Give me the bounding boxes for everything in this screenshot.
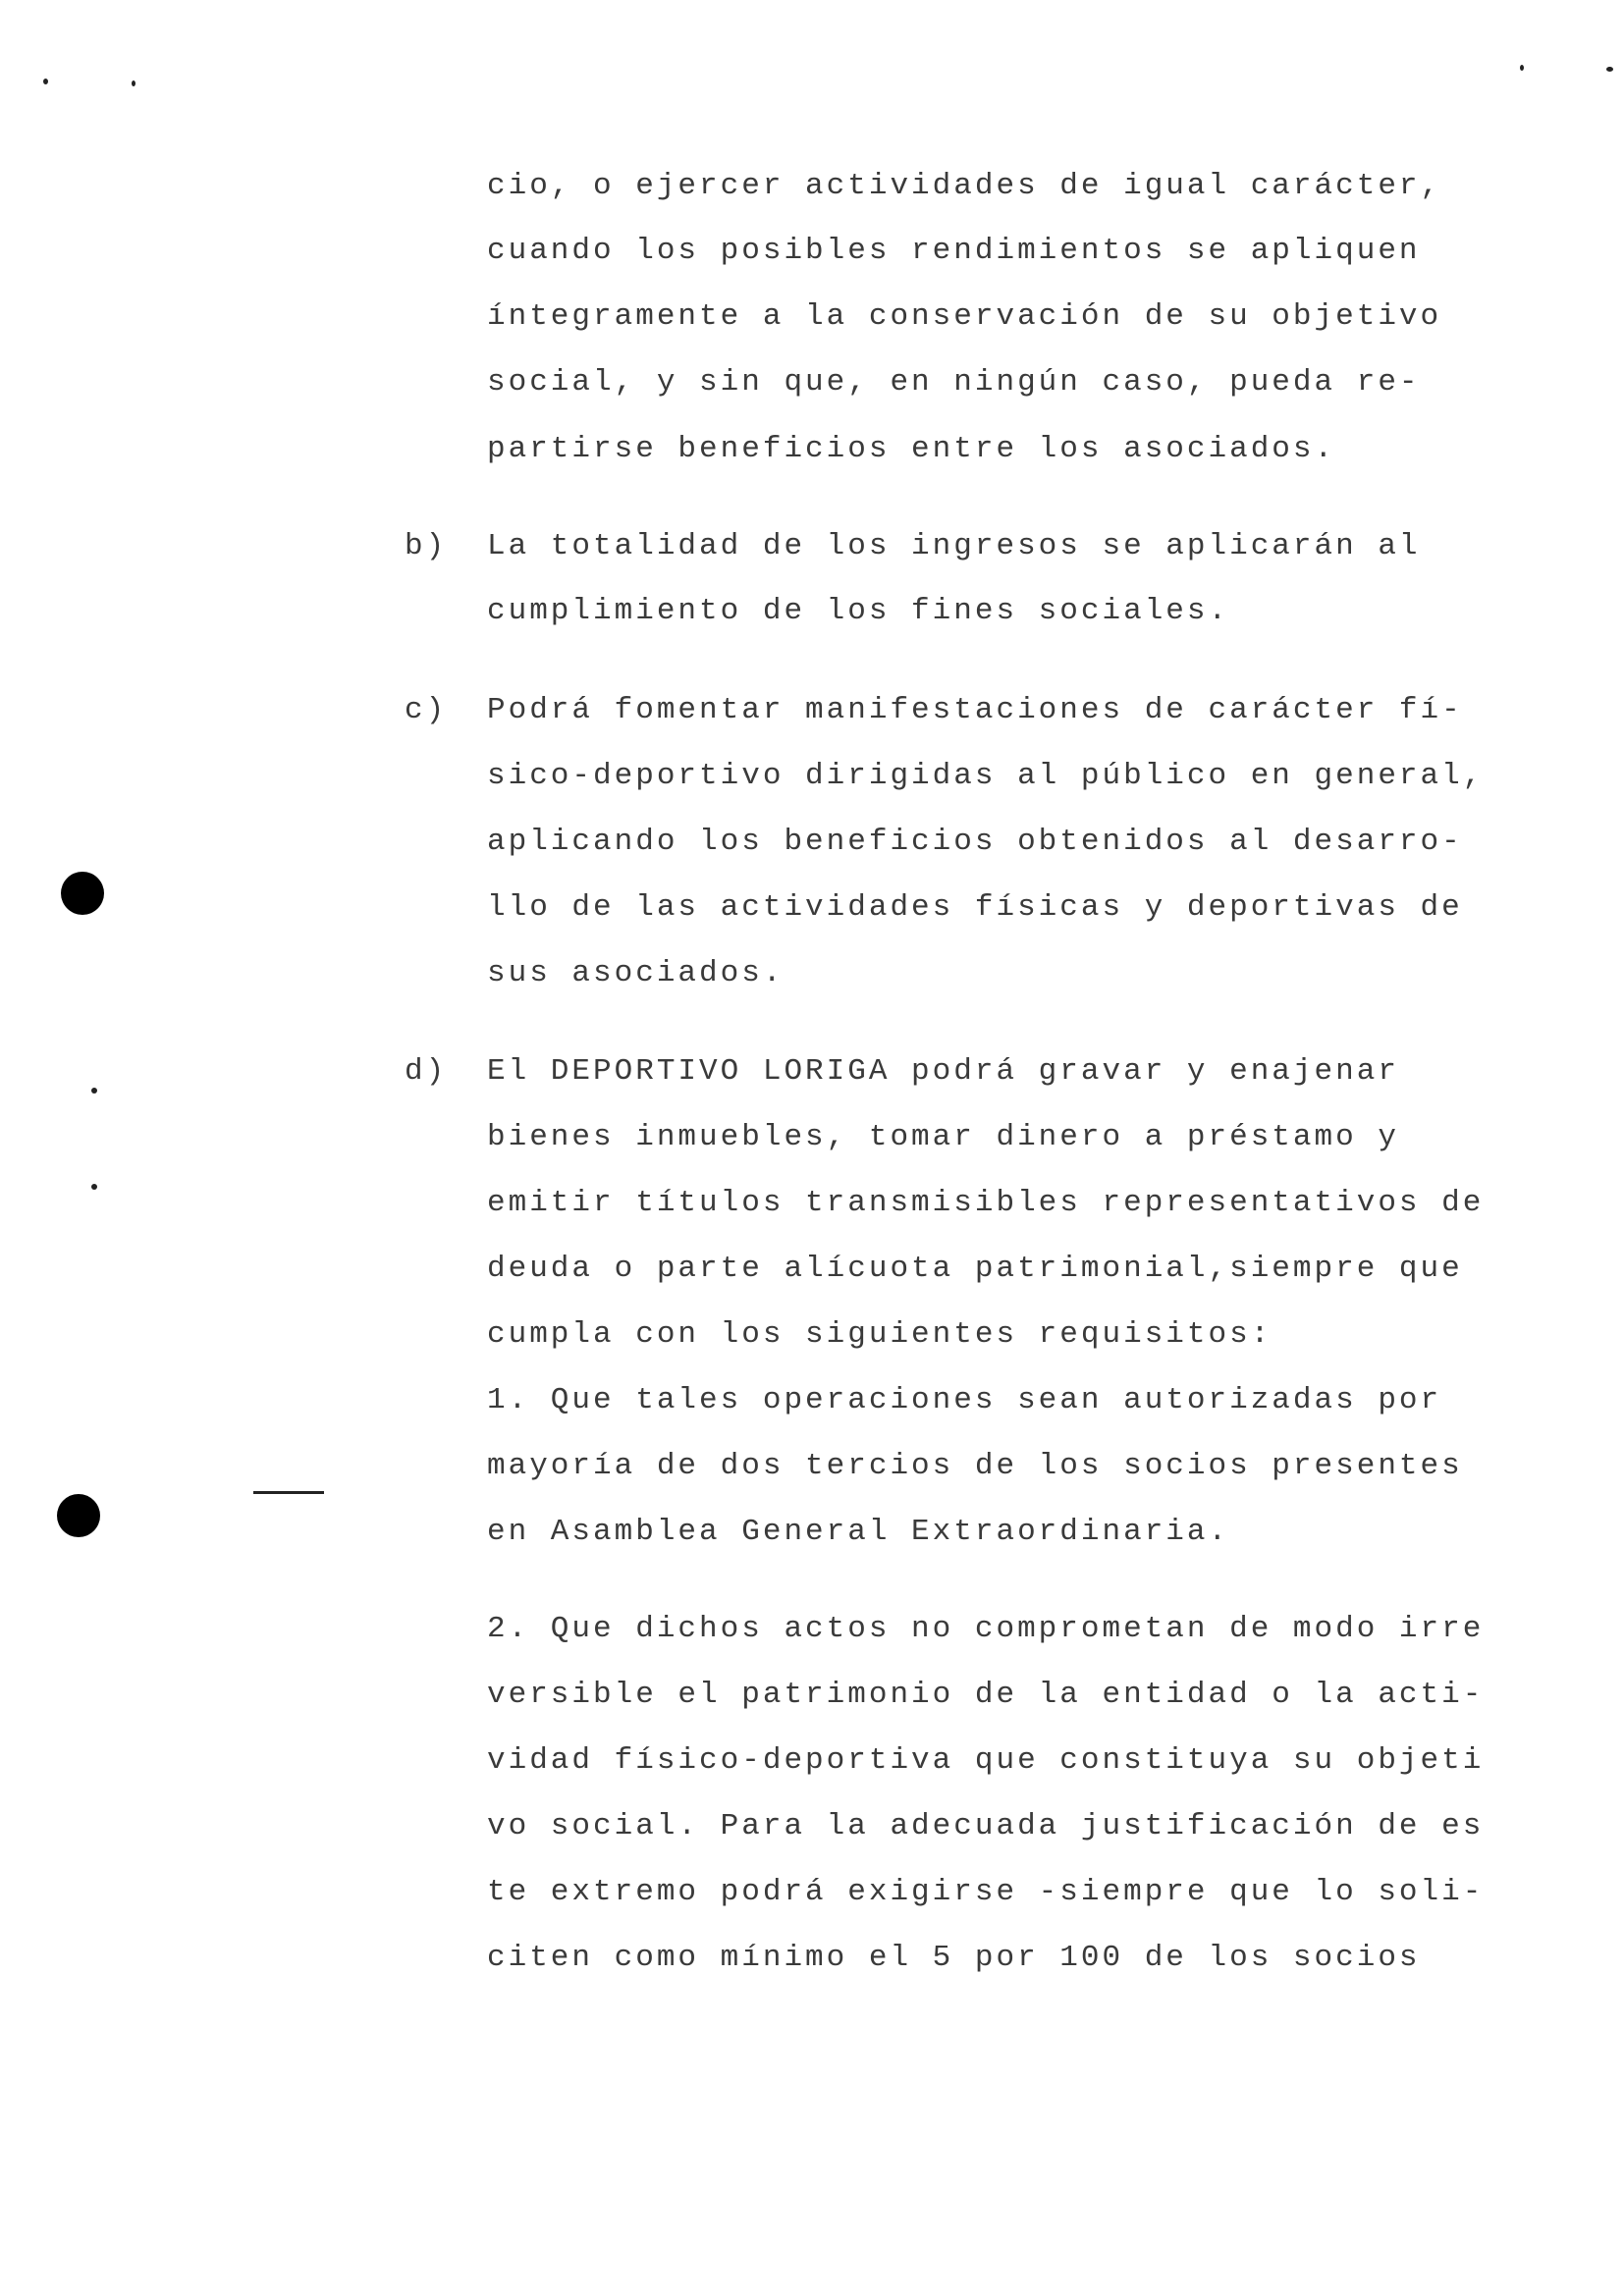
scan-speck (1606, 67, 1613, 72)
text-line: llo de las actividades físicas y deportivas de (487, 890, 1463, 925)
text-line: El DEPORTIVO LORIGA podrá gravar y enajenar (487, 1054, 1399, 1089)
scan-speck (43, 79, 48, 84)
item-marker: c) (405, 693, 448, 727)
text-line: íntegramente a la conservación de su objetivo (487, 299, 1442, 334)
text-line: sico-deportivo dirigidas al público en general, (487, 759, 1485, 793)
punch-hole-bottom (57, 1494, 100, 1537)
text-line: aplicando los beneficios obtenidos al desarro- (487, 825, 1463, 859)
text-line: vidad físico-deportiva que constituya su objeti (487, 1743, 1485, 1778)
scan-speck (1520, 65, 1524, 71)
scan-speck (91, 1184, 97, 1190)
text-line: partirse beneficios entre los asociados. (487, 432, 1336, 466)
text-line: bienes inmuebles, tomar dinero a préstamo y (487, 1120, 1399, 1154)
text-line: Podrá fomentar manifestaciones de carácter fí- (487, 693, 1463, 727)
text-line: deuda o parte alícuota patrimonial,siempre que (487, 1252, 1463, 1286)
text-line: versible el patrimonio de la entidad o la acti- (487, 1678, 1485, 1712)
text-line: cumpla con los siguientes requisitos: (487, 1317, 1272, 1352)
text-line: cio, o ejercer actividades de igual carácter, (487, 169, 1442, 203)
text-line: La totalidad de los ingresos se aplicarán al (487, 529, 1421, 563)
scan-speck (132, 80, 135, 86)
text-line: social, y sin que, en ningún caso, pueda re- (487, 365, 1421, 400)
text-line: citen como mínimo el 5 por 100 de los socios (487, 1941, 1421, 1975)
text-line: 2. Que dichos actos no comprometan de modo irre (487, 1612, 1485, 1646)
text-line: mayoría de dos tercios de los socios presentes (487, 1449, 1463, 1483)
item-marker: d) (405, 1054, 448, 1089)
text-line: 1. Que tales operaciones sean autorizadas por (487, 1383, 1442, 1417)
punch-hole-top (61, 872, 104, 915)
item-marker: b) (405, 529, 448, 563)
text-line: cuando los posibles rendimientos se apliquen (487, 234, 1421, 268)
text-line: vo social. Para la adecuada justificación de es (487, 1809, 1485, 1843)
text-line: emitir títulos transmisibles representativos de (487, 1186, 1485, 1220)
scan-speck (91, 1088, 97, 1094)
text-line: sus asociados. (487, 956, 785, 990)
text-line: te extremo podrá exigirse -siempre que lo soli- (487, 1875, 1485, 1909)
text-line: en Asamblea General Extraordinaria. (487, 1515, 1230, 1549)
scan-mark (253, 1491, 324, 1494)
text-line: cumplimiento de los fines sociales. (487, 594, 1230, 628)
